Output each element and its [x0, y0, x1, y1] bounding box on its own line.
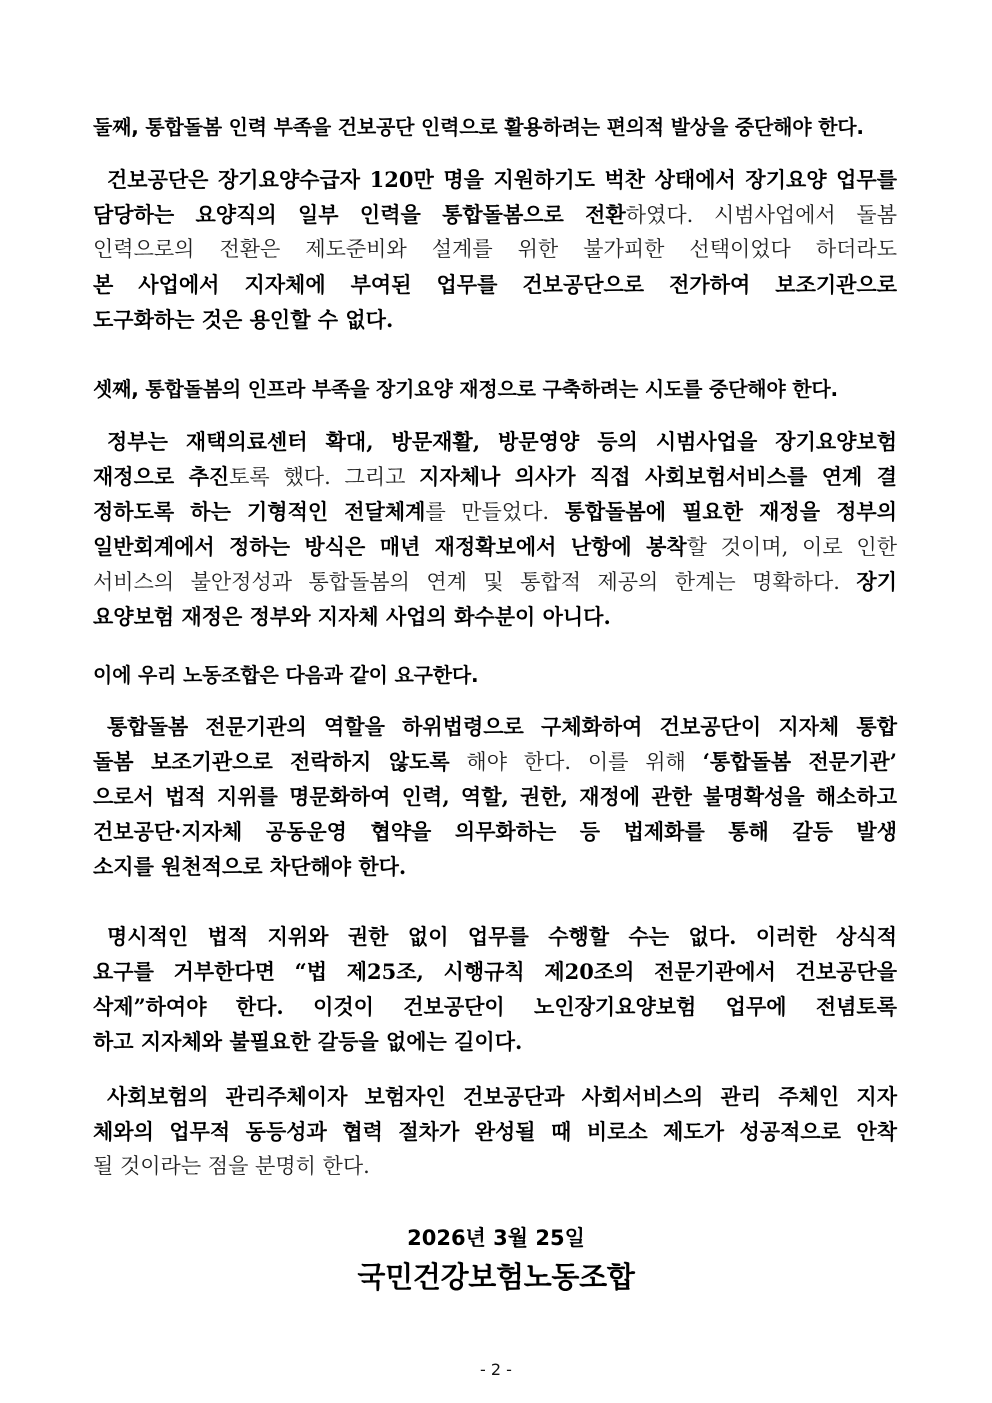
- paragraph-line: [93, 1114, 897, 1149]
- section-heading-workforce: 둘째, 통합돌봄 인력 부족을 건보공단 인력으로 활용하려는 편의적 발상을 중단해야 한다.: [93, 115, 864, 139]
- paragraph-line: [93, 1024, 897, 1059]
- section-heading-finance: 셋째, 통합돌봄의 인프라 부족을 장기요양 재정으로 구축하려는 시도를 중단해야 한다.: [93, 377, 838, 401]
- emphasized-text: 요양보험 재정은 정부와 지자체 사업의 화수분이 아니다.: [93, 604, 611, 629]
- paragraph-line: [93, 494, 897, 529]
- emphasized-text: 건보공단은 장기요양수급자 120만 명을 지원하기도 벅찬 상태에서 장기요양 업무를: [107, 167, 897, 192]
- emphasized-text: 소지를 원천적으로 차단해야 한다.: [93, 854, 407, 879]
- paragraph-line: [93, 954, 897, 989]
- paragraph-line: [93, 744, 897, 779]
- emphasized-text: 하고 지자체와 불필요한 갈등을 없에는 길이다.: [93, 1029, 523, 1054]
- paragraph-line: [93, 302, 897, 337]
- emphasized-text: 도구화하는 것은 용인할 수 없다.: [93, 307, 394, 332]
- paragraph-demand-legal-status: [93, 709, 897, 884]
- plain-text: 될 것이라는 점을 분명히 한다.: [93, 1154, 370, 1178]
- section-heading-demands: 이에 우리 노동조합은 다음과 같이 요구한다.: [93, 663, 479, 687]
- emphasized-text: 삭제”하여야 한다. 이것이 건보공단이 노인장기요양보험 업무에 전념토록: [93, 994, 897, 1019]
- emphasized-text: 재정으로 추진: [93, 464, 230, 489]
- paragraph-line: [93, 424, 897, 459]
- paragraph-conclusion: [93, 1079, 897, 1184]
- paragraph-line: [93, 197, 897, 232]
- emphasized-text: 통합돌봄 전문기관의 역할을 하위법령으로 구체화하여 건보공단이 지자체 통합: [107, 714, 897, 739]
- paragraph-line: [93, 564, 897, 599]
- paragraph-line: [93, 989, 897, 1024]
- plain-text: 서비스의 불안정성과 통합돌봄의 연계 및 통합적 제공의 한계는 명확하다.: [93, 570, 857, 594]
- emphasized-text: 건보공단·지자체 공동운영 협약을 의무화하는 등 법제화를 통해 갈등 발생: [93, 819, 897, 844]
- emphasized-text: 담당하는 요양직의 일부 인력을 통합돌봄으로 전환: [93, 202, 626, 227]
- emphasized-text: ‘통합돌봄 전문기관’: [702, 749, 897, 774]
- paragraph-line: [93, 709, 897, 744]
- paragraph-line: [93, 529, 897, 564]
- paragraph-line: [93, 919, 897, 954]
- paragraph-line: [93, 599, 897, 634]
- emphasized-text: 돌봄 보조기관으로 전락하지 않도록: [93, 749, 450, 774]
- emphasized-text: 정부는 재택의료센터 확대, 방문재활, 방문영양 등의 시범사업을 장기요양보험: [107, 429, 897, 454]
- emphasized-text: 지자체나 의사가 직접 사회보험서비스를 연계 결: [419, 464, 897, 489]
- emphasized-text: 통합돌봄에 필요한 재정을 정부의: [564, 499, 897, 524]
- paragraph-line: [93, 232, 897, 267]
- paragraph-line: [93, 162, 897, 197]
- paragraph-line: [93, 814, 897, 849]
- emphasized-text: 정하도록 하는 기형적인 전달체계: [93, 499, 426, 524]
- plain-text: 할 것이며, 이로 인한: [686, 535, 897, 559]
- plain-text: 해야 한다. 이를 위해: [449, 750, 703, 774]
- plain-text: 하였다. 시범사업에서 돌봄: [625, 203, 897, 227]
- statement-date: 2026년 3월 25일: [407, 1226, 585, 1250]
- emphasized-text: 사회보험의 관리주체이자 보험자인 건보공단과 사회서비스의 관리 주체인 지자: [107, 1084, 897, 1109]
- paragraph-finance: [93, 424, 897, 634]
- plain-text: 토록 했다. 그리고: [229, 465, 420, 489]
- page-number: - 2 -: [480, 1360, 512, 1379]
- plain-text: 인력으로의 전환은 제도준비와 설계를 위한 불가피한 선택이었다 하더라도: [93, 237, 897, 261]
- paragraph-line: [93, 1149, 897, 1184]
- paragraph-demand-deletion: [93, 919, 897, 1059]
- emphasized-text: 체와의 업무적 동등성과 협력 절차가 완성될 때 비로소 제도가 성공적으로 안착: [93, 1119, 897, 1144]
- paragraph-line: [93, 779, 897, 814]
- organization-name: 국민건강보험노동조합: [357, 1260, 635, 1294]
- paragraph-workforce: [93, 162, 897, 337]
- emphasized-text: 명시적인 법적 지위와 권한 없이 업무를 수행할 수는 없다. 이러한 상식적: [107, 924, 897, 949]
- plain-text: 를 만들었다.: [425, 500, 565, 524]
- paragraph-line: [93, 459, 897, 494]
- paragraph-line: [93, 1079, 897, 1114]
- emphasized-text: 본 사업에서 지자체에 부여된 업무를 건보공단으로 전가하여 보조기관으로: [93, 272, 897, 297]
- emphasized-text: 요구를 거부한다면 “법 제25조, 시행규칙 제20조의 전문기관에서 건보공단을: [93, 959, 897, 984]
- emphasized-text: 으로서 법적 지위를 명문화하여 인력, 역할, 권한, 재정에 관한 불명확성을 해소하고: [93, 784, 897, 809]
- paragraph-line: [93, 849, 897, 884]
- paragraph-line: [93, 267, 897, 302]
- emphasized-text: 일반회계에서 정하는 방식은 매년 재정확보에서 난항에 봉착: [93, 534, 687, 559]
- emphasized-text: 장기: [856, 569, 897, 594]
